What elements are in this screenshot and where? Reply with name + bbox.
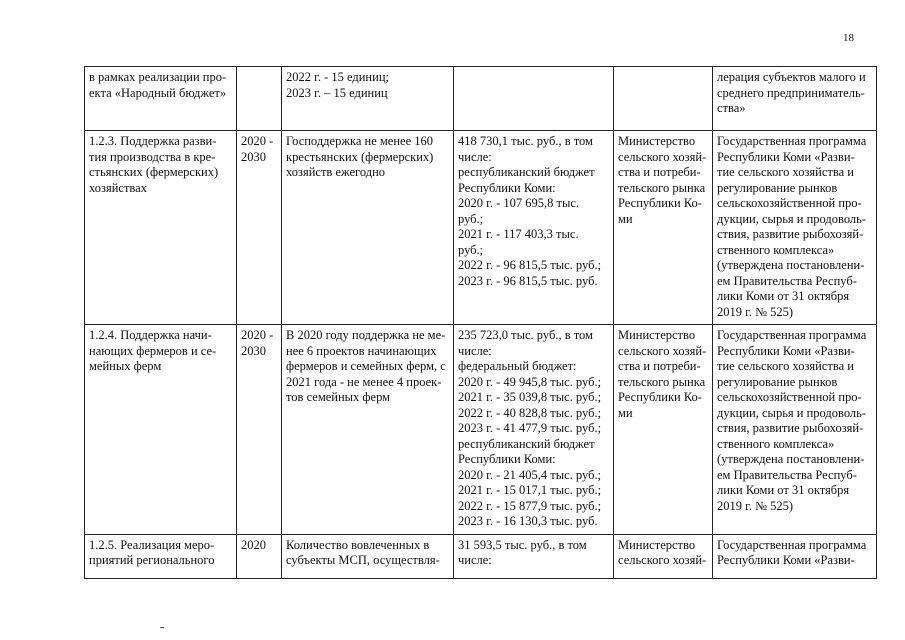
funding-line: 418 730,1 тыс. руб., в том xyxy=(458,134,593,148)
funding-cell xyxy=(454,67,614,131)
funding-line: 2022 г. - 96 815,5 тыс. руб.; xyxy=(458,258,602,272)
table-row xyxy=(85,534,877,578)
executor-line: ства и потреби- xyxy=(618,359,701,373)
program-line: лики Коми от 31 октября xyxy=(717,483,850,497)
executor-cell xyxy=(614,131,713,325)
program-cell xyxy=(713,534,877,578)
funding-line: 235 723,0 тыс. руб., в том xyxy=(458,328,593,342)
table-body xyxy=(85,67,877,579)
table-row xyxy=(85,325,877,535)
executor-line: Министерство xyxy=(618,328,696,342)
period-line: 2030 xyxy=(241,149,266,164)
funding-line: 2020 г. - 107 695,8 тыс. xyxy=(458,196,580,210)
program-line: регулирование рынков xyxy=(717,180,838,195)
indicator-line: Количество вовлеченных в xyxy=(286,537,430,552)
program-cell xyxy=(713,325,877,535)
period-cell xyxy=(237,67,282,131)
program-line: Государственная программа xyxy=(717,328,867,342)
executor-cell xyxy=(614,325,713,535)
indicator-line: В 2020 году поддержка не ме- xyxy=(286,328,446,342)
executor-line: Министерство xyxy=(618,537,696,552)
period-line: 2030 xyxy=(241,343,266,358)
funding-line: 2023 г. - 16 130,3 тыс. руб. xyxy=(458,514,598,528)
funding-line: числе: xyxy=(458,343,492,358)
funding-line: 2021 г. - 117 403,3 тыс. xyxy=(458,227,579,241)
executor-line: ства и потреби- xyxy=(618,165,701,179)
executor-line: сельского хозяй- xyxy=(618,343,707,358)
measure-line: стьянских (фермерских) xyxy=(89,165,219,179)
executor-line: сельского хозяй- xyxy=(618,149,707,164)
program-line: Республики Коми «Разви- xyxy=(717,343,855,358)
measure-cell xyxy=(85,131,237,325)
measure-cell xyxy=(85,534,237,578)
executor-line: тельского рынка xyxy=(618,374,706,389)
indicator-line: тов семейных ферм xyxy=(286,390,391,404)
funding-cell xyxy=(454,131,614,325)
program-line: дукции, сырья и продоволь- xyxy=(717,211,867,226)
indicator-line: хозяйств ежегодно xyxy=(286,165,386,179)
indicator-line: нее 6 проектов начинающих xyxy=(286,343,437,358)
program-line: ем Правительства Респуб- xyxy=(717,467,857,482)
executor-line: ми xyxy=(618,405,633,420)
measure-line: нающих фермеров и се- xyxy=(89,343,217,358)
indicator-line: 2023 г. – 15 единиц xyxy=(286,85,388,100)
indicator-line: Господдержка не менее 160 xyxy=(286,134,434,148)
program-line: Государственная программа xyxy=(717,134,867,148)
executor-line: Республики Ко- xyxy=(618,390,702,404)
program-line: ства» xyxy=(717,101,746,115)
program-line: тие сельского хозяйства и xyxy=(717,359,854,373)
measure-line: приятий регионального xyxy=(89,553,215,567)
indicator-line: фермеров и семейных ферм, с xyxy=(286,359,446,373)
measure-line: 1.2.4. Поддержка начи- xyxy=(89,328,212,342)
executor-line: тельского рынка xyxy=(618,180,706,195)
period-line: 2020 xyxy=(241,537,266,552)
funding-line: 2022 г. - 15 877,9 тыс. руб.; xyxy=(458,498,602,513)
program-line: дукции, сырья и продоволь- xyxy=(717,405,867,420)
period-line: 2020 - xyxy=(241,328,274,342)
measure-line: 1.2.5. Реализация меро- xyxy=(89,537,215,552)
indicator-line: 2021 года - не менее 4 проек- xyxy=(286,374,442,389)
program-line: ствия, развитие рыбохозяй- xyxy=(717,227,864,241)
program-line: ственного комплекса» xyxy=(717,242,835,257)
program-line: 2019 г. № 525) xyxy=(717,498,794,513)
program-line: Республики Коми «Разви- xyxy=(717,553,855,567)
indicator-cell xyxy=(282,131,454,325)
funding-line: руб.; xyxy=(458,211,484,226)
measure-line: тия производства в кре- xyxy=(89,149,216,164)
funding-line: 2020 г. - 21 405,4 тыс. руб.; xyxy=(458,467,602,482)
funding-line: федеральный бюджет: xyxy=(458,359,577,373)
executor-cell xyxy=(614,67,713,131)
scan-mark xyxy=(160,627,164,628)
program-line: Республики Коми «Разви- xyxy=(717,149,855,164)
program-cell xyxy=(713,67,877,131)
program-line: ем Правительства Респуб- xyxy=(717,273,857,288)
program-line: ственного комплекса» xyxy=(717,436,835,451)
funding-line: числе: xyxy=(458,149,492,164)
program-line: среднего предприниматель- xyxy=(717,85,865,100)
measure-cell xyxy=(85,67,237,131)
program-line: сельскохозяйственной про- xyxy=(717,390,862,404)
executor-line: Министерство xyxy=(618,134,696,148)
executor-line: ми xyxy=(618,211,633,226)
program-line: Государственная программа xyxy=(717,537,867,552)
program-line: тие сельского хозяйства и xyxy=(717,165,854,179)
funding-line: числе: xyxy=(458,553,492,567)
period-line: 2020 - xyxy=(241,134,274,148)
measures-table xyxy=(84,66,877,579)
indicator-line: крестьянских (фермерских) xyxy=(286,149,434,164)
period-cell xyxy=(237,325,282,535)
funding-cell xyxy=(454,325,614,535)
executor-line: Республики Ко- xyxy=(618,196,702,210)
program-line: лики Коми от 31 октября xyxy=(717,289,850,303)
table-row xyxy=(85,67,877,131)
indicator-cell xyxy=(282,534,454,578)
funding-cell xyxy=(454,534,614,578)
program-line: (утверждена постановлени- xyxy=(717,258,865,272)
measure-line: мейных ферм xyxy=(89,359,162,373)
funding-line: республиканский бюджет xyxy=(458,165,595,179)
measure-line: екта «Народный бюджет» xyxy=(89,85,227,100)
funding-line: 2021 г. - 35 039,8 тыс. руб.; xyxy=(458,390,602,404)
program-cell xyxy=(713,131,877,325)
measure-line: 1.2.3. Поддержка разви- xyxy=(89,134,217,148)
page-number: 18 xyxy=(843,32,854,44)
funding-line: Республики Коми: xyxy=(458,452,556,466)
funding-line: 31 593,5 тыс. руб., в том xyxy=(458,537,587,552)
funding-line: 2020 г. - 49 945,8 тыс. руб.; xyxy=(458,374,602,389)
measure-line: хозяйствах xyxy=(89,180,147,195)
program-line: 2019 г. № 525) xyxy=(717,304,794,319)
table-row xyxy=(85,131,877,325)
period-cell xyxy=(237,534,282,578)
measure-line: в рамках реализации про- xyxy=(89,70,227,84)
funding-line: 2022 г. - 40 828,8 тыс. руб.; xyxy=(458,405,602,420)
funding-line: 2021 г. - 15 017,1 тыс. руб.; xyxy=(458,483,602,497)
funding-line: 2023 г. - 96 815,5 тыс. руб. xyxy=(458,273,598,288)
program-line: регулирование рынков xyxy=(717,374,838,389)
program-line: сельскохозяйственной про- xyxy=(717,196,862,210)
program-line: лерация субъектов малого и xyxy=(717,70,866,84)
measure-cell xyxy=(85,325,237,535)
indicator-cell xyxy=(282,325,454,535)
indicator-line: 2022 г. - 15 единиц; xyxy=(286,70,389,84)
indicator-line: субъекты МСП, осуществля- xyxy=(286,553,440,567)
funding-line: руб.; xyxy=(458,242,484,257)
program-line: ствия, развитие рыбохозяй- xyxy=(717,421,864,435)
funding-line: республиканский бюджет xyxy=(458,436,595,451)
funding-line: Республики Коми: xyxy=(458,180,556,195)
indicator-cell xyxy=(282,67,454,131)
program-line: (утверждена постановлени- xyxy=(717,452,865,466)
executor-cell xyxy=(614,534,713,578)
executor-line: сельского хозяй- xyxy=(618,553,707,567)
period-cell xyxy=(237,131,282,325)
funding-line: 2023 г. - 41 477,9 тыс. руб.; xyxy=(458,421,602,435)
